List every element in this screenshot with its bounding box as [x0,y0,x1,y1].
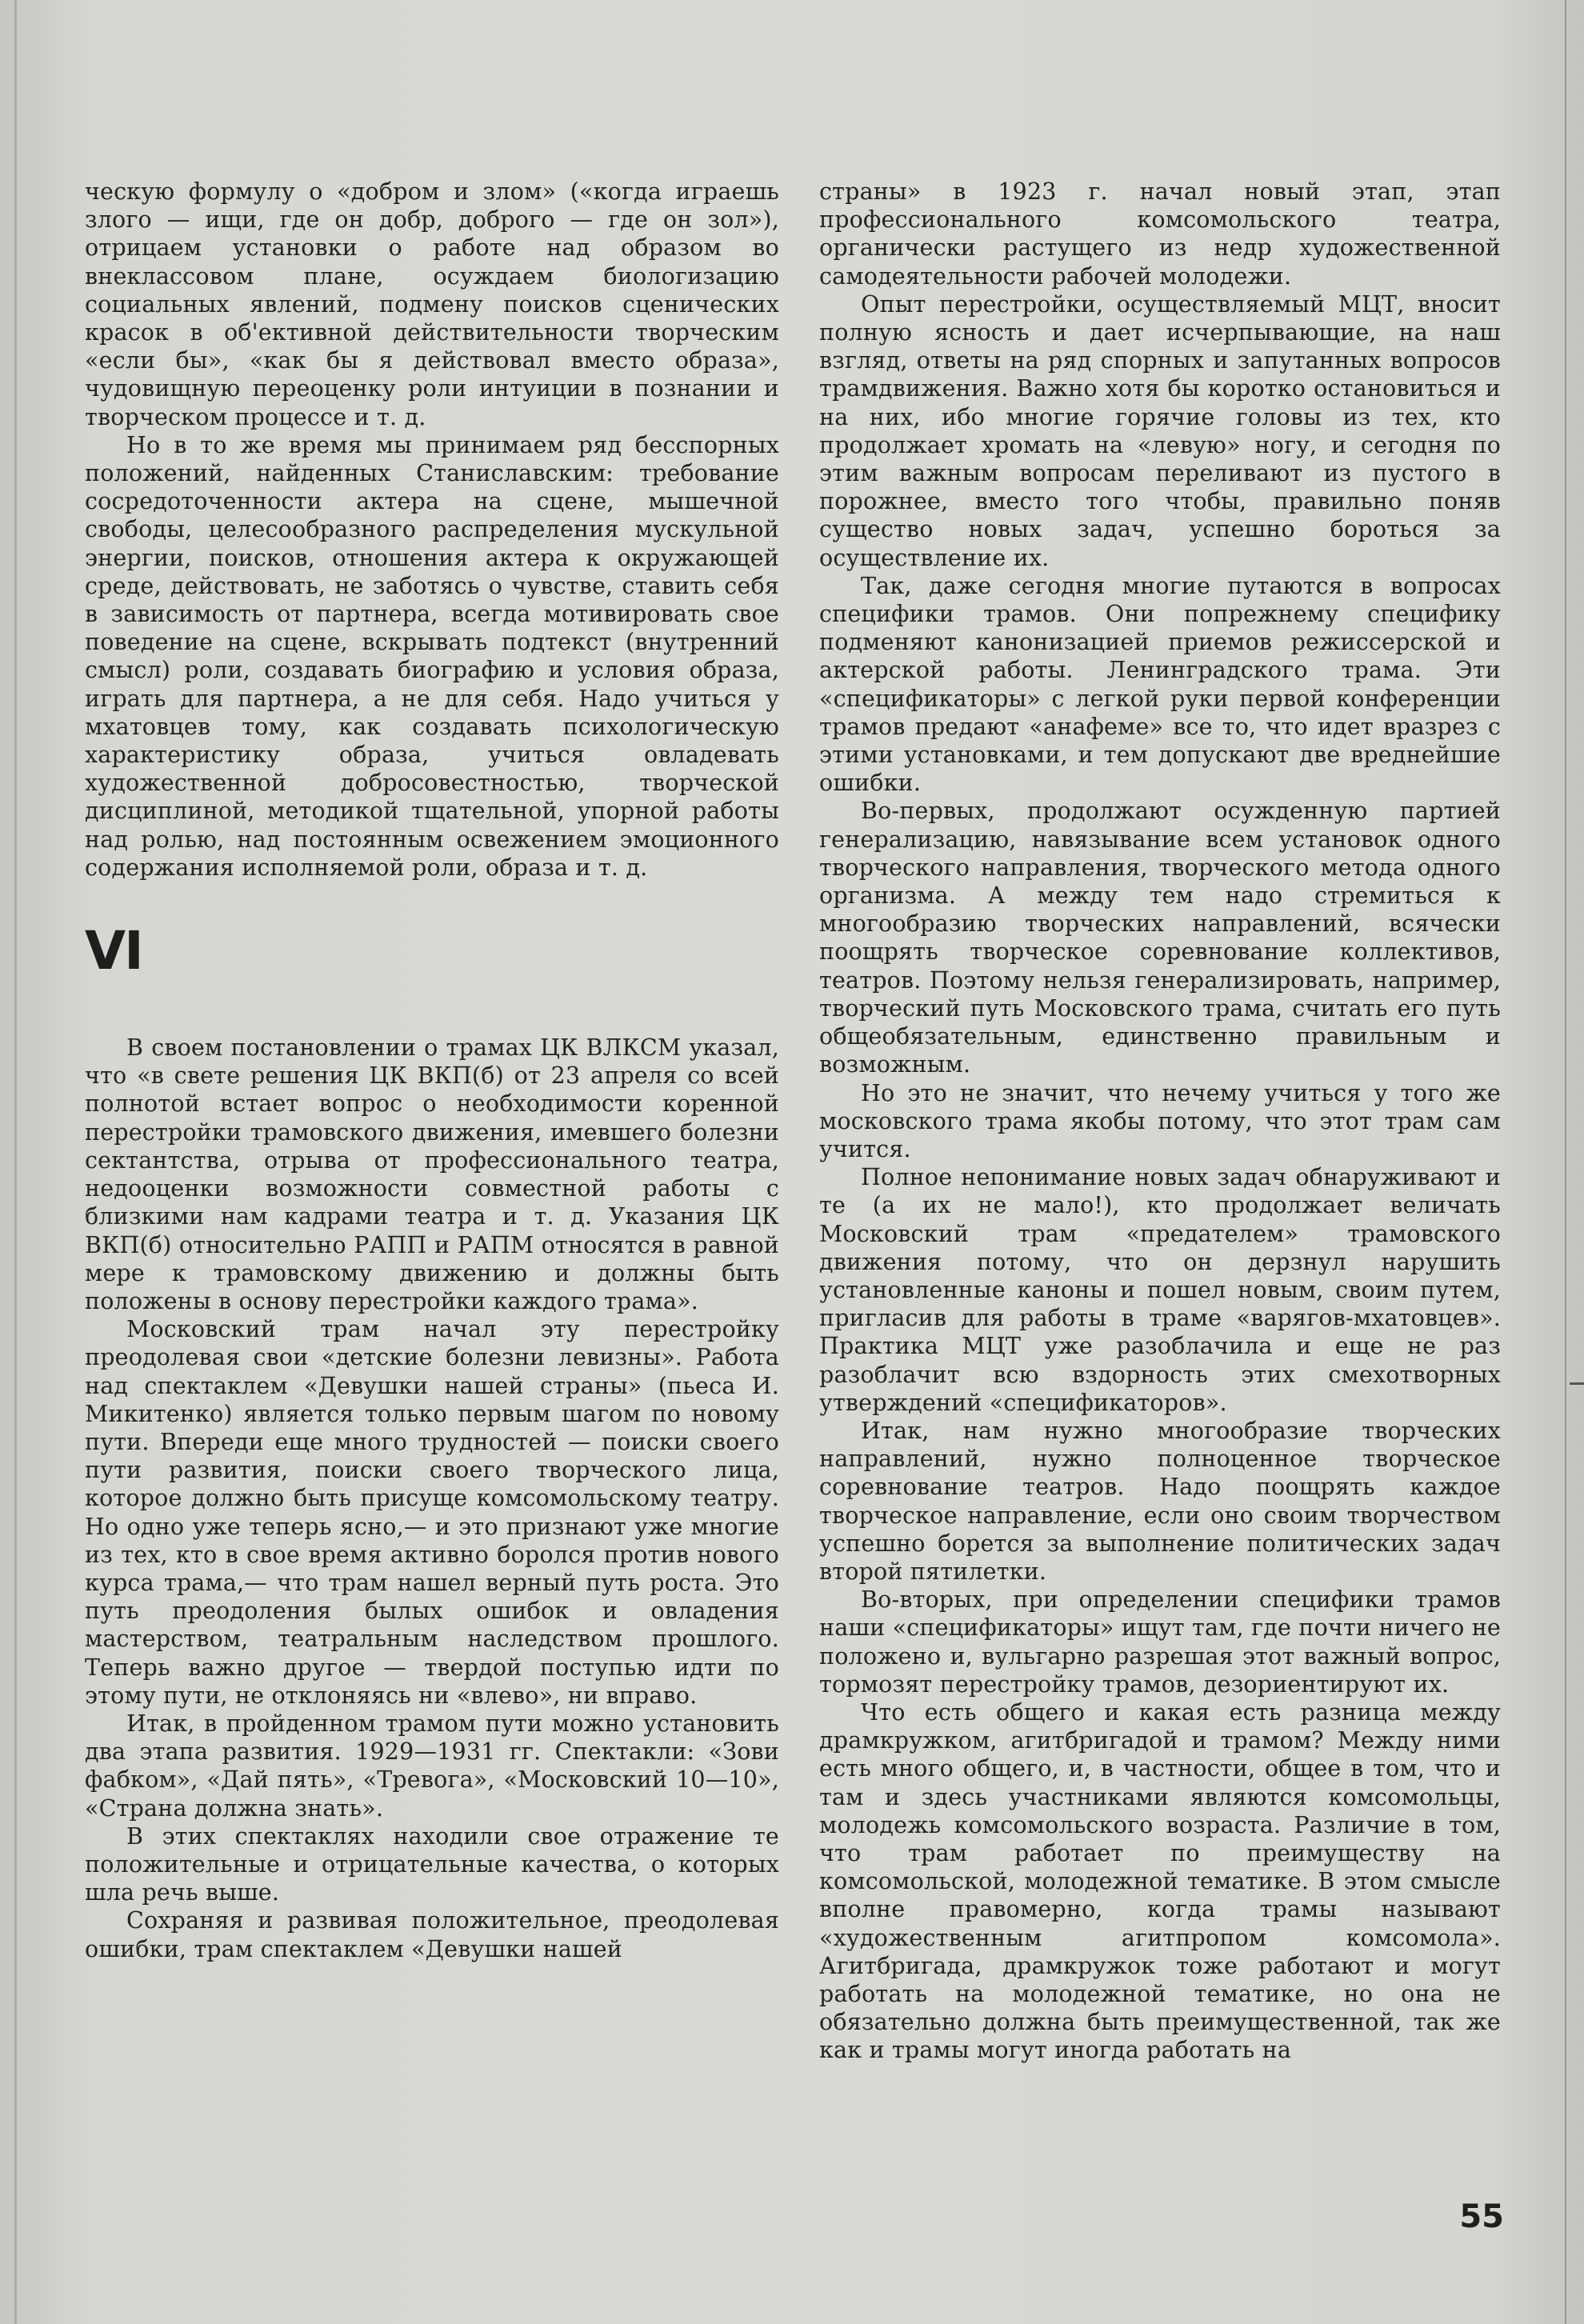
paragraph: страны» в 1923 г. начал новый этап, этап профессионального комсомольского театра, органически растущего из недр художественной самодеятельности рабочей молодежи. [819,178,1501,290]
paragraph: Итак, нам нужно многообразие творческих направлений, нужно полноценное творческое соревнование театров. Надо поощрять каждое творческое направление, если оно своим творчеством успешно борется за выполнение политических задач второй пятилетки. [819,1417,1501,1585]
paragraph: Полное непонимание новых задач обнаруживают и те (а их не мало!), кто продолжает величать Московский трам «предателем» трамовского движения потому, что он дерзнул нарушить установленные каноны и пошел новым, своим путем, пригласив для работы в траме «варягов-мхатовцев». Практика МЦТ уже разоблачила и еще не раз разоблачит всю вздорность этих смехотворных утверждений «спецификаторов». [819,1164,1501,1416]
paragraph: Так, даже сегодня многие путаются в вопросах специфики трамов. Они попрежнему специфику подменяют канонизацией приемов режиссерской и актерской работы. Ленинградского трама. Эти «спецификаторы» с легкой руки первой конференции трамов предают «анафеме» все то, что идет вразрез с этими установками, и тем допускают две вреднейшие ошибки. [819,572,1501,797]
page-fold-left [14,0,17,2324]
edge-mark [1570,1382,1584,1385]
page-number: 55 [1459,2198,1504,2235]
paragraph: Во-первых, продолжают осужденную партией генерализацию, навязывание всем установок одного творческого направления, творческого метода одного организма. А между тем надо стремиться к многообразию творческих направлений, всячески поощрять творческое соревнование коллективов, театров. Поэтому нельзя генерализировать, например, творческий путь Московского трама, считать его путь общеобязательным, единственно правильным и возможным. [819,798,1501,1078]
page-fold-right [1565,0,1566,2324]
section-heading: VI [85,920,142,982]
paragraph: Во-вторых, при определении специфики трамов наши «спецификаторы» ищут там, где почти ничего не положено и, вульгарно разрешая этот важный вопрос, тормозят перестройку трамов, дезориентируют их. [819,1586,1501,1698]
paragraph: Но в то же время мы принимаем ряд бесспорных положений, найденных Станиславским: требование сосредоточенности актера на сцене, мышечной свободы, целесообразного распределения мускульной энергии, поисков, отношения актера к окружающей среде, действовать, не заботясь о чувстве, ставить себя в зависимость от партнера, всегда мотивировать свое поведение на сцене, вскрывать подтекст (внутренний смысл) роли, создавать биографию и условия образа, играть для партнера, а не для себя. Надо учиться у мхатовцев тому, как создавать психологическую характеристику образа, учиться овладевать художественной добросовестностью, творческой дисциплиной, методикой тщательной, упорной работы над ролью, над постоянным освежением эмоционного содержания исполняемой роли, образа и т. д. [85,431,779,881]
paragraph: Что есть общего и какая есть разница между драмкружком, агитбригадой и трамом? Между ними есть много общего, и, в частности, общее в том, что и там и здесь участниками являются комсомольцы, молодежь комсомольского возраста. Различие в том, что трам работает по преимуществу на комсомольской, молодежной тематике. В этом смысле вполне правомерно, когда трамы называют «художественным агитпропом комсомола». Агитбригада, драмкружок тоже работают и могут работать на молодежной тематике, но она не обязательно должна быть преимущественной, так же как и трамы могут иногда работать на [819,1698,1501,2064]
paragraph: Итак, в пройденном трамом пути можно установить два этапа развития. 1929—1931 гг. Спектакли: «Зови фабком», «Дай пять», «Тревога», «Московский 10—10», «Страна должна знать». [85,1710,779,1822]
paragraph: В своем постановлении о трамах ЦК ВЛКСМ указал, что «в свете решения ЦК ВКП(б) от 23 апреля со всей полнотой встает вопрос о необходимости коренной перестройки трамовского движения, имевшего болезни сектантства, отрыва от профессионального театра, недооценки возможности совместной работы с близкими нам кадрами театра и т. д. Указания ЦК ВКП(б) относительно РАПП и РАПМ относятся в равной мере к трамовскому движению и должны быть положены в основу перестройки каждого трама». [85,1034,779,1314]
paragraph: В этих спектаклях находили свое отражение те положительные и отрицательные качества, о которых шла речь выше. [85,1822,779,1906]
paragraph: Опыт перестройки, осуществляемый МЦТ, вносит полную ясность и дает исчерпывающие, на наш взгляд, ответы на ряд спорных и запутанных вопросов трамдвижения. Важно хотя бы коротко остановиться и на них, ибо многие горячие головы из тех, кто продолжает хромать на «левую» ногу, и сегодня по этим важным вопросам переливают из пустого в порожнее, вместо того чтобы, правильно поняв существо новых задач, успешно бороться за осуществление их. [819,290,1501,571]
paragraph: Сохраняя и развивая положительное, преодолевая ошибки, трам спектаклем «Девушки нашей [85,1907,779,1962]
paragraph: Но это не значит, что нечему учиться у того же московского трама якобы потому, что этот трам сам учится. [819,1079,1501,1162]
paragraph: Московский трам начал эту перестройку преодолевая свои «детские болезни левизны». Работа над спектаклем «Девушки нашей страны» (пьеса И. Микитенко) является только первым шагом по новому пути. Впереди еще много трудностей — поиски своего пути развития, поиски своего творческого лица, которое должно быть присуще комсомольскому театру. Но одно уже теперь ясно,— и это признают уже многие из тех, кто в свое время активно боролся против нового курса трама,— что трам нашел верный путь роста. Это путь преодоления былых ошибок и овладения мастерством, театральным наследством прошлого. Теперь важно другое — твердой поступью идти по этому пути, не отклоняясь ни «влево», ни вправо. [85,1316,779,1709]
left-column [85,178,779,1963]
right-column [819,178,1501,2065]
paragraph: ческую формулу о «добром и злом» («когда играешь злого — ищи, где он добр, доброго — где он зол»), отрицаем установки о работе над образом во внеклассовом плане, осуждаем биологизацию социальных явлений, подмену поисков сценических красок в об'ективной действительности творческим «если бы», «как бы я действовал вместо образа», чудовищную переоценку роли интуиции в познании и творческом процессе и т. д. [85,178,779,430]
